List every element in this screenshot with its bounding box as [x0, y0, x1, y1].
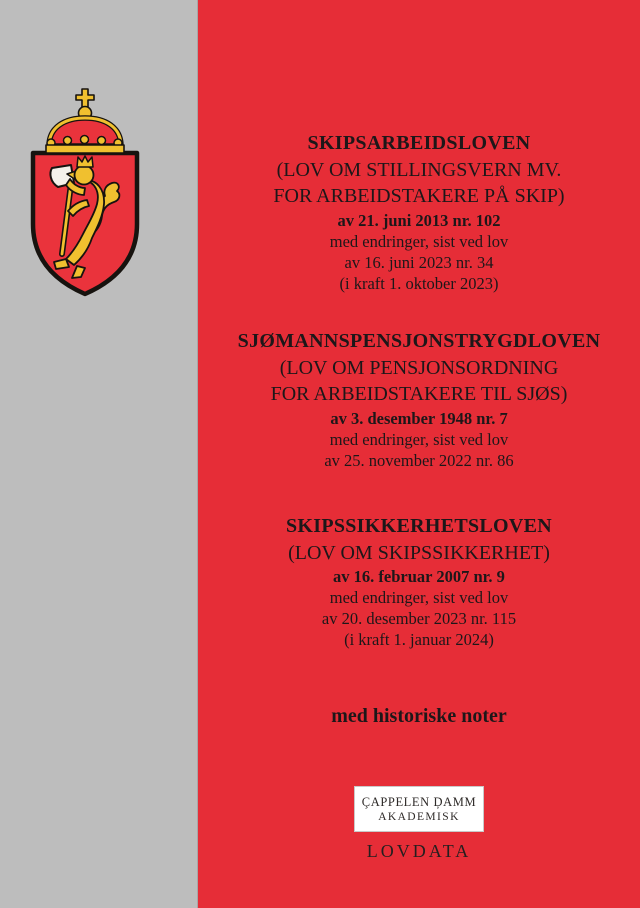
gray-band: [0, 0, 198, 908]
law-amendment-line: (i kraft 1. januar 2024): [344, 630, 494, 649]
law-amendment-line: med endringer, sist ved lov: [329, 231, 509, 251]
historical-notes-line: med historiske noter: [331, 705, 507, 727]
law-amendment-line: av 25. november 2022 nr. 86: [324, 450, 514, 470]
norway-coat-of-arms-icon: [25, 86, 145, 298]
law-subtitle-line: FOR ARBEIDSTAKERE PÅ SKIP): [273, 185, 565, 207]
law-date: av 3. desember 1948 nr. 7: [330, 408, 508, 428]
publisher-division: AKADEMISK: [378, 810, 460, 823]
crown-icon: [46, 89, 124, 153]
law-title: SJØMANNSPENSJONSTRYGDLOVEN: [237, 330, 601, 352]
law-amendment-line: med endringer, sist ved lov: [329, 429, 509, 449]
law-title: SKIPSSIKKERHETSLOVEN: [285, 515, 553, 537]
lovdata-imprint: LOVDATA: [366, 841, 472, 861]
law-subtitle-line: (LOV OM PENSJONSORDNING: [279, 356, 559, 379]
law-amendment-line: av 16. juni 2023 nr. 34: [344, 252, 494, 272]
publisher-name: ÇAPPELEN ḐAMM: [361, 794, 477, 809]
law-amendment-line: av 20. desember 2023 nr. 115: [321, 609, 517, 628]
law-block-skipssikkerhetsloven: [198, 513, 640, 650]
law-subtitle-line: (LOV OM SKIPSSIKKERHET): [288, 541, 550, 564]
law-subtitle-line: (LOV OM STILLINGSVERN MV.: [276, 158, 562, 181]
law-title: SKIPSARBEIDSLOVEN: [307, 132, 531, 154]
law-block-skipsarbeidsloven: [198, 130, 640, 294]
lion-crown: [77, 156, 93, 167]
law-block-sjomannspensjonstrygdloven: [198, 328, 640, 471]
law-amendment-line: med endringer, sist ved lov: [329, 588, 509, 607]
law-date: av 21. juni 2013 nr. 102: [337, 210, 501, 230]
law-subtitle-line: FOR ARBEIDSTAKERE TIL SJØS): [270, 383, 568, 405]
law-date: av 16. februar 2007 nr. 9: [333, 567, 505, 586]
publisher-logo: [354, 786, 484, 832]
law-amendment-line: (i kraft 1. oktober 2023): [339, 273, 499, 293]
lion-head: [75, 166, 94, 185]
red-panel: [198, 0, 640, 908]
